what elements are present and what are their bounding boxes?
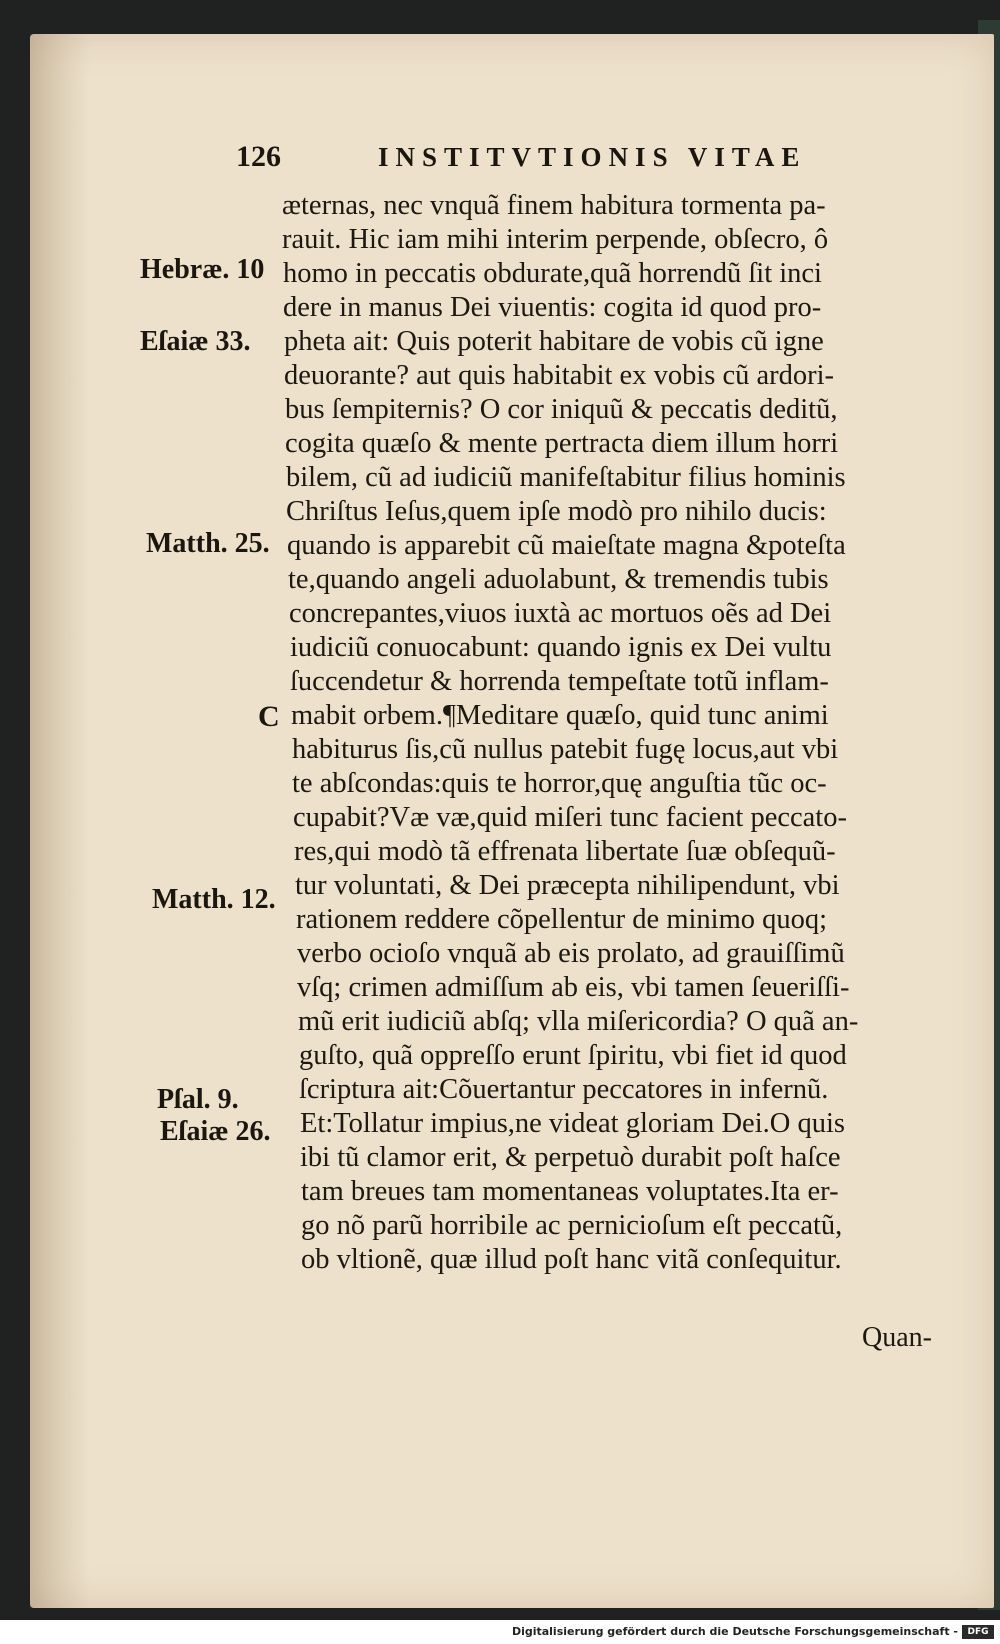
- text-line: pheta ait: Quis poterit habitare de vobis cũ igne: [284, 326, 824, 357]
- page-number: 126: [236, 140, 281, 173]
- text-line: bilem, cũ ad iudiciũ manifeſtabitur filius hominis: [286, 462, 846, 493]
- gutter-shade: [30, 34, 90, 1608]
- text-line: tur voluntati, & Dei præcepta nihilipendunt, vbi: [295, 870, 840, 901]
- text-line: cupabit?Væ væ,quid miſeri tunc facient peccato-: [293, 802, 847, 833]
- marginal-note: Matth. 12.: [152, 884, 276, 915]
- text-line: deuorante? aut quis habitabit ex vobis cũ ardori-: [284, 360, 835, 391]
- catchword: Quan-: [862, 1322, 932, 1353]
- text-line: Chriſtus Ieſus,quem ipſe modò pro nihilo ducis:: [286, 496, 827, 527]
- text-line: dere in manus Dei viuentis: cogita id quod pro-: [283, 292, 822, 323]
- text-line: habiturus ſis,cũ nullus patebit fugę locus,aut vbi: [292, 734, 839, 765]
- marginal-note: Eſaiæ 33.: [140, 326, 251, 357]
- text-line: tam breues tam momentaneas voluptates.Ita er-: [301, 1176, 839, 1207]
- marginal-note: Eſaiæ 26.: [160, 1116, 271, 1147]
- running-title: INSTITVTIONIS VITAE: [378, 142, 807, 172]
- text-line: ſcriptura ait:Cõuertantur peccatores in infernũ.: [299, 1074, 829, 1105]
- text-line: go nõ parũ horribile ac pernicioſum eſt peccatũ,: [301, 1210, 843, 1241]
- text-line: te abſcondas:quis te horror,quę anguſtia tũc oc-: [292, 768, 827, 799]
- text-line: res,qui modò tã effrenata libertate ſuæ obſequũ-: [294, 836, 836, 867]
- text-line: ob vltionẽ, quæ illud poſt hanc vitã conſequitur.: [301, 1244, 842, 1275]
- text-line: Et:Tollatur impius,ne videat gloriam Dei.O quis: [300, 1108, 845, 1139]
- footer-bar: [0, 1622, 1000, 1644]
- text-line: ſuccendetur & horrenda tempeſtate totũ inflam-: [290, 666, 829, 697]
- marginal-note: Pſal. 9.: [157, 1084, 239, 1115]
- text-line: bus ſempiternis? O cor iniquũ & peccatis deditũ,: [285, 394, 838, 425]
- text-line: cogita quæſo & mente pertracta diem illum horri: [285, 428, 839, 459]
- marginal-note: Matth. 25.: [146, 528, 270, 559]
- text-line: æternas, nec vnquã finem habitura tormenta pa-: [282, 190, 826, 221]
- text-line: ibi tũ clamor erit, & perpetuò durabit poſt haſce: [300, 1142, 841, 1173]
- funding-credit: Digitalisierung gefördert durch die Deutsche Forschungsgemeinschaft -: [511, 1625, 958, 1638]
- text-line: vſq; crimen admiſſum ab eis, vbi tamen ſeueriſſi-: [297, 972, 850, 1003]
- dfg-logo: DFG: [962, 1625, 994, 1639]
- signature-mark: C: [258, 700, 280, 733]
- text-line: concrepantes,viuos iuxtà ac mortuos oẽs ad Dei: [289, 598, 832, 629]
- page-header: [0, 140, 1000, 180]
- text-line: te,quando angeli aduolabunt, & tremendis tubis: [288, 564, 829, 595]
- text-line: mũ erit iudiciũ abſq; vlla miſericordia? O quã an-: [298, 1006, 859, 1037]
- marginal-note: Hebræ. 10: [140, 254, 265, 285]
- text-line: rationem reddere cõpellentur de minimo quoq;: [296, 904, 828, 935]
- text-line: mabit orbem.¶Meditare quæſo, quid tunc animi: [291, 700, 829, 731]
- text-line: verbo ocioſo vnquã ab eis prolato, ad grauiſſimũ: [297, 938, 845, 969]
- text-line: quando is apparebit cũ maieſtate magna &poteſta: [287, 530, 846, 561]
- text-line: homo in peccatis obdurate,quã horrendũ ſit inci: [283, 258, 822, 289]
- text-line: iudiciũ conuocabunt: quando ignis ex Dei vultu: [290, 632, 832, 663]
- text-line: rauit. Hic iam mihi interim perpende, obſecro, ô: [282, 224, 829, 255]
- text-line: guſto, quã oppreſſo erunt ſpiritu, vbi fiet id quod: [299, 1040, 847, 1071]
